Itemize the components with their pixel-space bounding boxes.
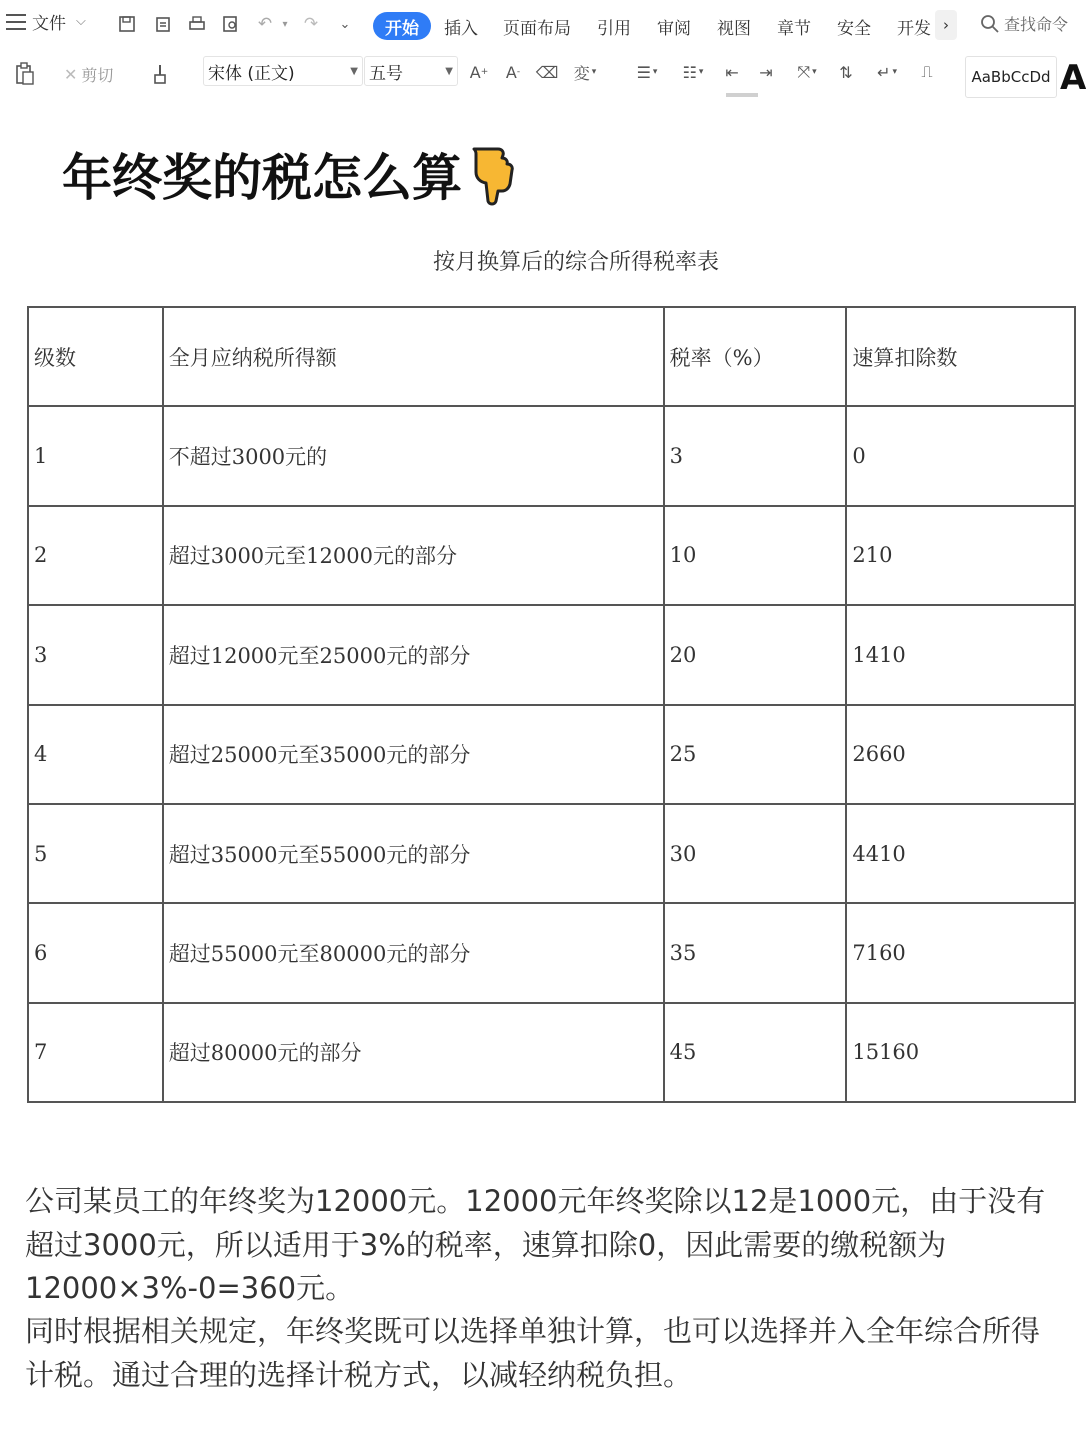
undo-dropdown-icon[interactable]: ▾ <box>282 18 288 30</box>
clear-format-icon[interactable]: ⌫ <box>535 62 559 82</box>
paste-icon[interactable] <box>12 62 38 86</box>
example-paragraph: 公司某员工的年终奖为12000元。12000元年终奖除以12是1000元，由于没有超过3000元，所以适用于3%的税率，速算扣除0，因此需要的缴税额为12000×3%-0=360元。 <box>25 1184 1046 1305</box>
cell-income-range: 超过3000元至12000元的部分 <box>163 506 664 605</box>
header-level: 级数 <box>28 307 163 406</box>
cell-level: 3 <box>28 605 163 704</box>
cell-tax-rate: 10 <box>664 506 847 605</box>
table-caption: 按月换算后的综合所得税率表 <box>432 250 719 275</box>
chevron-down-icon: ⌵ <box>76 14 86 29</box>
cell-income-range: 超过55000元至80000元的部分 <box>163 903 664 1002</box>
show-marks-icon[interactable]: ↵ ▾ <box>877 62 897 82</box>
cell-quick-deduction: 0 <box>846 406 1075 505</box>
cell-quick-deduction: 1410 <box>846 605 1075 704</box>
decrease-font-size-icon[interactable]: A - <box>505 62 521 82</box>
table-header-row <box>28 307 1075 406</box>
decrease-indent-icon[interactable]: ⇤ <box>725 62 739 82</box>
style-heading-preview[interactable]: A <box>1060 58 1086 98</box>
quick-access-more-icon[interactable]: ⌄ <box>339 16 351 32</box>
table-row <box>28 406 1075 505</box>
cell-tax-rate: 45 <box>664 1003 847 1102</box>
table-lines-icon[interactable]: ⎍ <box>921 62 933 81</box>
file-menu-label: 文件 <box>32 14 66 34</box>
file-menu-button[interactable] <box>6 9 86 34</box>
cell-quick-deduction: 15160 <box>846 1003 1075 1102</box>
table-row <box>28 1003 1075 1102</box>
tab-section[interactable]: 章节 <box>777 18 811 39</box>
cell-level: 2 <box>28 506 163 605</box>
bullet-list-icon[interactable]: ☰ ▾ <box>636 62 658 82</box>
cell-tax-rate: 30 <box>664 804 847 903</box>
hamburger-icon <box>6 14 26 30</box>
header-monthly-income: 全月应纳税所得额 <box>163 307 664 406</box>
tab-references[interactable]: 引用 <box>597 18 631 39</box>
increase-indent-icon[interactable]: ⇥ <box>759 62 773 82</box>
cell-level: 5 <box>28 804 163 903</box>
font-family-value: 宋体 (正文) <box>208 63 295 84</box>
tab-insert[interactable]: 插入 <box>444 18 478 39</box>
cell-quick-deduction: 7160 <box>846 903 1075 1002</box>
cell-quick-deduction: 4410 <box>846 804 1075 903</box>
ruler-indicator <box>726 93 758 97</box>
cut-button[interactable] <box>64 62 113 86</box>
cell-quick-deduction: 210 <box>846 506 1075 605</box>
search-command[interactable] <box>980 12 1068 35</box>
cell-level: 6 <box>28 903 163 1002</box>
format-painter-icon[interactable] <box>148 62 172 86</box>
header-quick-deduction: 速算扣除数 <box>846 307 1075 406</box>
tab-view[interactable]: 视图 <box>717 18 751 39</box>
chevron-down-icon: ▼ <box>445 65 453 77</box>
tab-page-layout[interactable]: 页面布局 <box>503 18 571 39</box>
undo-icon[interactable]: ↶ <box>257 14 273 34</box>
style-normal-preview[interactable]: AaBbCcDd <box>965 56 1057 98</box>
tab-review[interactable]: 审阅 <box>657 18 691 39</box>
cell-income-range: 不超过3000元的 <box>163 406 664 505</box>
article-title-text: 年终奖的税怎么算 <box>62 149 462 207</box>
cell-tax-rate: 35 <box>664 903 847 1002</box>
article-title <box>62 138 520 210</box>
cell-level: 1 <box>28 406 163 505</box>
cut-label: 剪切 <box>81 65 114 85</box>
table-row <box>28 903 1075 1002</box>
chevron-down-icon: ▼ <box>350 65 358 77</box>
cell-level: 7 <box>28 1003 163 1102</box>
tabs-scroll-right-icon[interactable]: › <box>935 10 957 40</box>
export-icon[interactable] <box>152 13 174 35</box>
tab-security[interactable]: 安全 <box>837 18 871 39</box>
font-family-select[interactable] <box>203 56 363 86</box>
save-icon[interactable] <box>116 13 138 35</box>
ribbon-tab-bar <box>0 0 1080 50</box>
search-command-label: 查找命令 <box>1004 15 1069 34</box>
cell-income-range: 超过80000元的部分 <box>163 1003 664 1102</box>
search-icon <box>980 14 1000 34</box>
font-size-value: 五号 <box>369 63 403 84</box>
cell-tax-rate: 20 <box>664 605 847 704</box>
cell-income-range: 超过25000元至35000元的部分 <box>163 705 664 804</box>
scissors-icon: ✕ <box>64 64 78 84</box>
numbered-list-icon[interactable]: ☷ ▾ <box>682 62 704 82</box>
header-tax-rate: 税率（%） <box>664 307 847 406</box>
increase-font-size-icon[interactable]: A + <box>469 62 489 82</box>
tax-rate-table <box>27 306 1076 1103</box>
redo-icon[interactable]: ↷ <box>303 14 319 34</box>
font-size-select[interactable] <box>364 56 458 86</box>
sort-icon[interactable]: ⇅ <box>839 62 853 82</box>
table-row <box>28 705 1075 804</box>
print-preview-icon[interactable] <box>220 13 242 35</box>
table-row <box>28 804 1075 903</box>
cell-income-range: 超过12000元至25000元的部分 <box>163 605 664 704</box>
cell-level: 4 <box>28 705 163 804</box>
tab-developer[interactable]: 开发 <box>897 18 931 39</box>
cell-tax-rate: 25 <box>664 705 847 804</box>
table-row <box>28 506 1075 605</box>
cell-income-range: 超过35000元至55000元的部分 <box>163 804 664 903</box>
print-icon[interactable] <box>186 13 208 35</box>
phonetic-guide-icon[interactable]: 変 ▾ <box>573 63 597 83</box>
cell-quick-deduction: 2660 <box>846 705 1075 804</box>
table-row <box>28 605 1075 704</box>
hand-pointing-down-icon <box>468 143 520 205</box>
text-direction-icon[interactable]: ⤧ ▾ <box>797 62 817 81</box>
tab-home[interactable]: 开始 <box>373 12 431 40</box>
note-paragraph: 同时根据相关规定，年终奖既可以选择单独计算，也可以选择并入全年综合所得计税。通过合理的选择计税方式，以减轻纳税负担。 <box>25 1314 1041 1392</box>
cell-tax-rate: 3 <box>664 406 847 505</box>
